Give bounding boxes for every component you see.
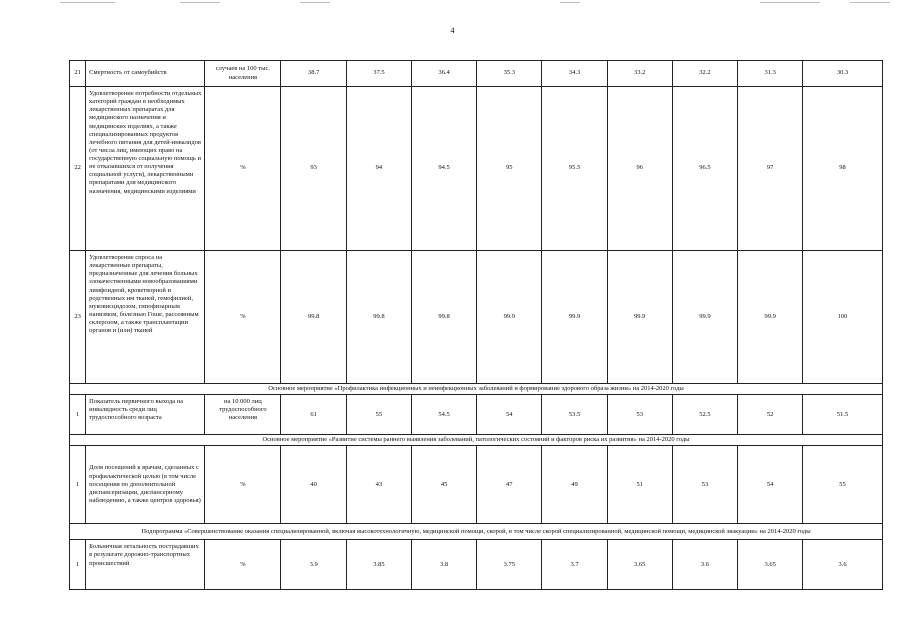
- scan-edge-mark: [850, 2, 890, 3]
- value-cell: 3.85: [347, 540, 412, 590]
- value-cell: 3.6: [672, 540, 738, 590]
- row-number: 1: [70, 395, 86, 435]
- value-cell: 97: [738, 87, 803, 251]
- value-cell: 3.7: [542, 540, 608, 590]
- row-number: 21: [70, 61, 86, 87]
- section-header: [70, 384, 883, 395]
- table-row: [70, 87, 883, 251]
- value-cell: 33.2: [607, 61, 672, 87]
- value-cell: 94.5: [411, 87, 477, 251]
- unit-cell: %: [205, 251, 281, 384]
- value-cell: 99.8: [347, 251, 412, 384]
- indicator-name: Показатель первичного выхода на инвалидность среди лиц трудоспособного возраста: [86, 395, 205, 435]
- value-cell: 31.3: [738, 61, 803, 87]
- value-cell: 37.5: [347, 61, 412, 87]
- value-cell: 100: [803, 251, 883, 384]
- scan-edge-mark: [180, 2, 220, 3]
- value-cell: 55: [803, 446, 883, 524]
- value-cell: 53: [672, 446, 738, 524]
- value-cell: 95.5: [542, 87, 608, 251]
- value-cell: 99.9: [477, 251, 542, 384]
- value-cell: 96.5: [672, 87, 738, 251]
- table-row: [70, 395, 883, 435]
- value-cell: 99.9: [542, 251, 608, 384]
- scan-edge-mark: [760, 2, 820, 3]
- value-cell: 52: [738, 395, 803, 435]
- table-row: [70, 251, 883, 384]
- section-title: Основное мероприятие «Развитие системы раннего выявления заболеваний, патологических состояний и факторов риска их развития» на 2014-2020 годы: [70, 435, 883, 446]
- value-cell: 98: [803, 87, 883, 251]
- unit-cell: случаев на 100 тыс. населения: [205, 61, 281, 87]
- row-number: 1: [70, 446, 86, 524]
- value-cell: 99.8: [411, 251, 477, 384]
- unit-cell: на 10 000 лиц трудоспособного населения: [205, 395, 281, 435]
- value-cell: 49: [542, 446, 608, 524]
- value-cell: 99.8: [281, 251, 347, 384]
- value-cell: 32.2: [672, 61, 738, 87]
- value-cell: 3.65: [738, 540, 803, 590]
- value-cell: 51: [607, 446, 672, 524]
- value-cell: 54.5: [411, 395, 477, 435]
- value-cell: 54: [738, 446, 803, 524]
- value-cell: 3.6: [803, 540, 883, 590]
- value-cell: 38.7: [281, 61, 347, 87]
- scan-edge-mark: [60, 2, 115, 3]
- unit-cell: %: [205, 446, 281, 524]
- table-row: [70, 540, 883, 590]
- section-title: Основное мероприятие «Профилактика инфекционных и неинфекционных заболеваний и формирование здорового образа жизни» на 2014-2020 годы: [70, 384, 883, 395]
- value-cell: 93: [281, 87, 347, 251]
- value-cell: 3.9: [281, 540, 347, 590]
- value-cell: 55: [347, 395, 412, 435]
- value-cell: 61: [281, 395, 347, 435]
- unit-cell: %: [205, 87, 281, 251]
- value-cell: 52.5: [672, 395, 738, 435]
- section-header: [70, 524, 883, 540]
- value-cell: 96: [607, 87, 672, 251]
- unit-cell: %: [205, 540, 281, 590]
- section-header: [70, 435, 883, 446]
- value-cell: 54: [477, 395, 542, 435]
- value-cell: 51.5: [803, 395, 883, 435]
- value-cell: 53.5: [542, 395, 608, 435]
- table-row: [70, 446, 883, 524]
- value-cell: 95: [477, 87, 542, 251]
- indicator-name: Удовлетворение спроса на лекарственные препараты, предназначенные для лечения больных злокачественными новообразованиями лимфоидной, кроветворной и родственных им тканей, гемофилией, муковисцидозом, гипофизарным нанизмом, болезнью Гоше, рассеянным склерозом, а также трансплантации органов и (или) тканей: [86, 251, 205, 384]
- value-cell: 3.65: [607, 540, 672, 590]
- indicator-name: Больничная летальность пострадавших в результате дорожно-транспортных происшествий: [86, 540, 205, 590]
- indicators-table: [69, 60, 883, 590]
- value-cell: 99.9: [607, 251, 672, 384]
- value-cell: 53: [607, 395, 672, 435]
- scan-edge-mark: [560, 2, 580, 3]
- value-cell: 99.9: [738, 251, 803, 384]
- row-number: 23: [70, 251, 86, 384]
- indicator-name: Доля посещений к врачам, сделанных с профилактической целью (в том числе посещения по дополнительной диспансеризации, диспансерному наблюдению, а также центров здоровья): [86, 446, 205, 524]
- value-cell: 99.9: [672, 251, 738, 384]
- row-number: 1: [70, 540, 86, 590]
- section-title: Подпрограмма «Совершенствование оказания специализированной, включая высокотехнологичную, медицинской помощи, скорой, в том числе скорой специализированной, медицинской помощи, медицинской эвакуации» на 2014-2020 годы: [70, 524, 883, 540]
- indicator-name: Смертность от самоубийств: [86, 61, 205, 87]
- value-cell: 45: [411, 446, 477, 524]
- value-cell: 40: [281, 446, 347, 524]
- value-cell: 94: [347, 87, 412, 251]
- value-cell: 35.3: [477, 61, 542, 87]
- value-cell: 3.8: [411, 540, 477, 590]
- page-number: 4: [450, 26, 455, 35]
- value-cell: 3.75: [477, 540, 542, 590]
- value-cell: 36.4: [411, 61, 477, 87]
- value-cell: 43: [347, 446, 412, 524]
- value-cell: 34.3: [542, 61, 608, 87]
- indicator-name: Удовлетворение потребности отдельных категорий граждан в необходимых лекарственных препаратах для медицинского назначения и медицинских изделиях, а также специализированных продуктов лечебного питания для детей-инвалидов (от числа лиц, имеющих право на государственную социальную помощь и не отказавшихся от получения социальной услуги), лекарственными препаратами для медицинского назначения, медицинскими изделиями: [86, 87, 205, 251]
- row-number: 22: [70, 87, 86, 251]
- value-cell: 30.3: [803, 61, 883, 87]
- table-row: [70, 61, 883, 87]
- value-cell: 47: [477, 446, 542, 524]
- scan-edge-mark: [300, 2, 330, 3]
